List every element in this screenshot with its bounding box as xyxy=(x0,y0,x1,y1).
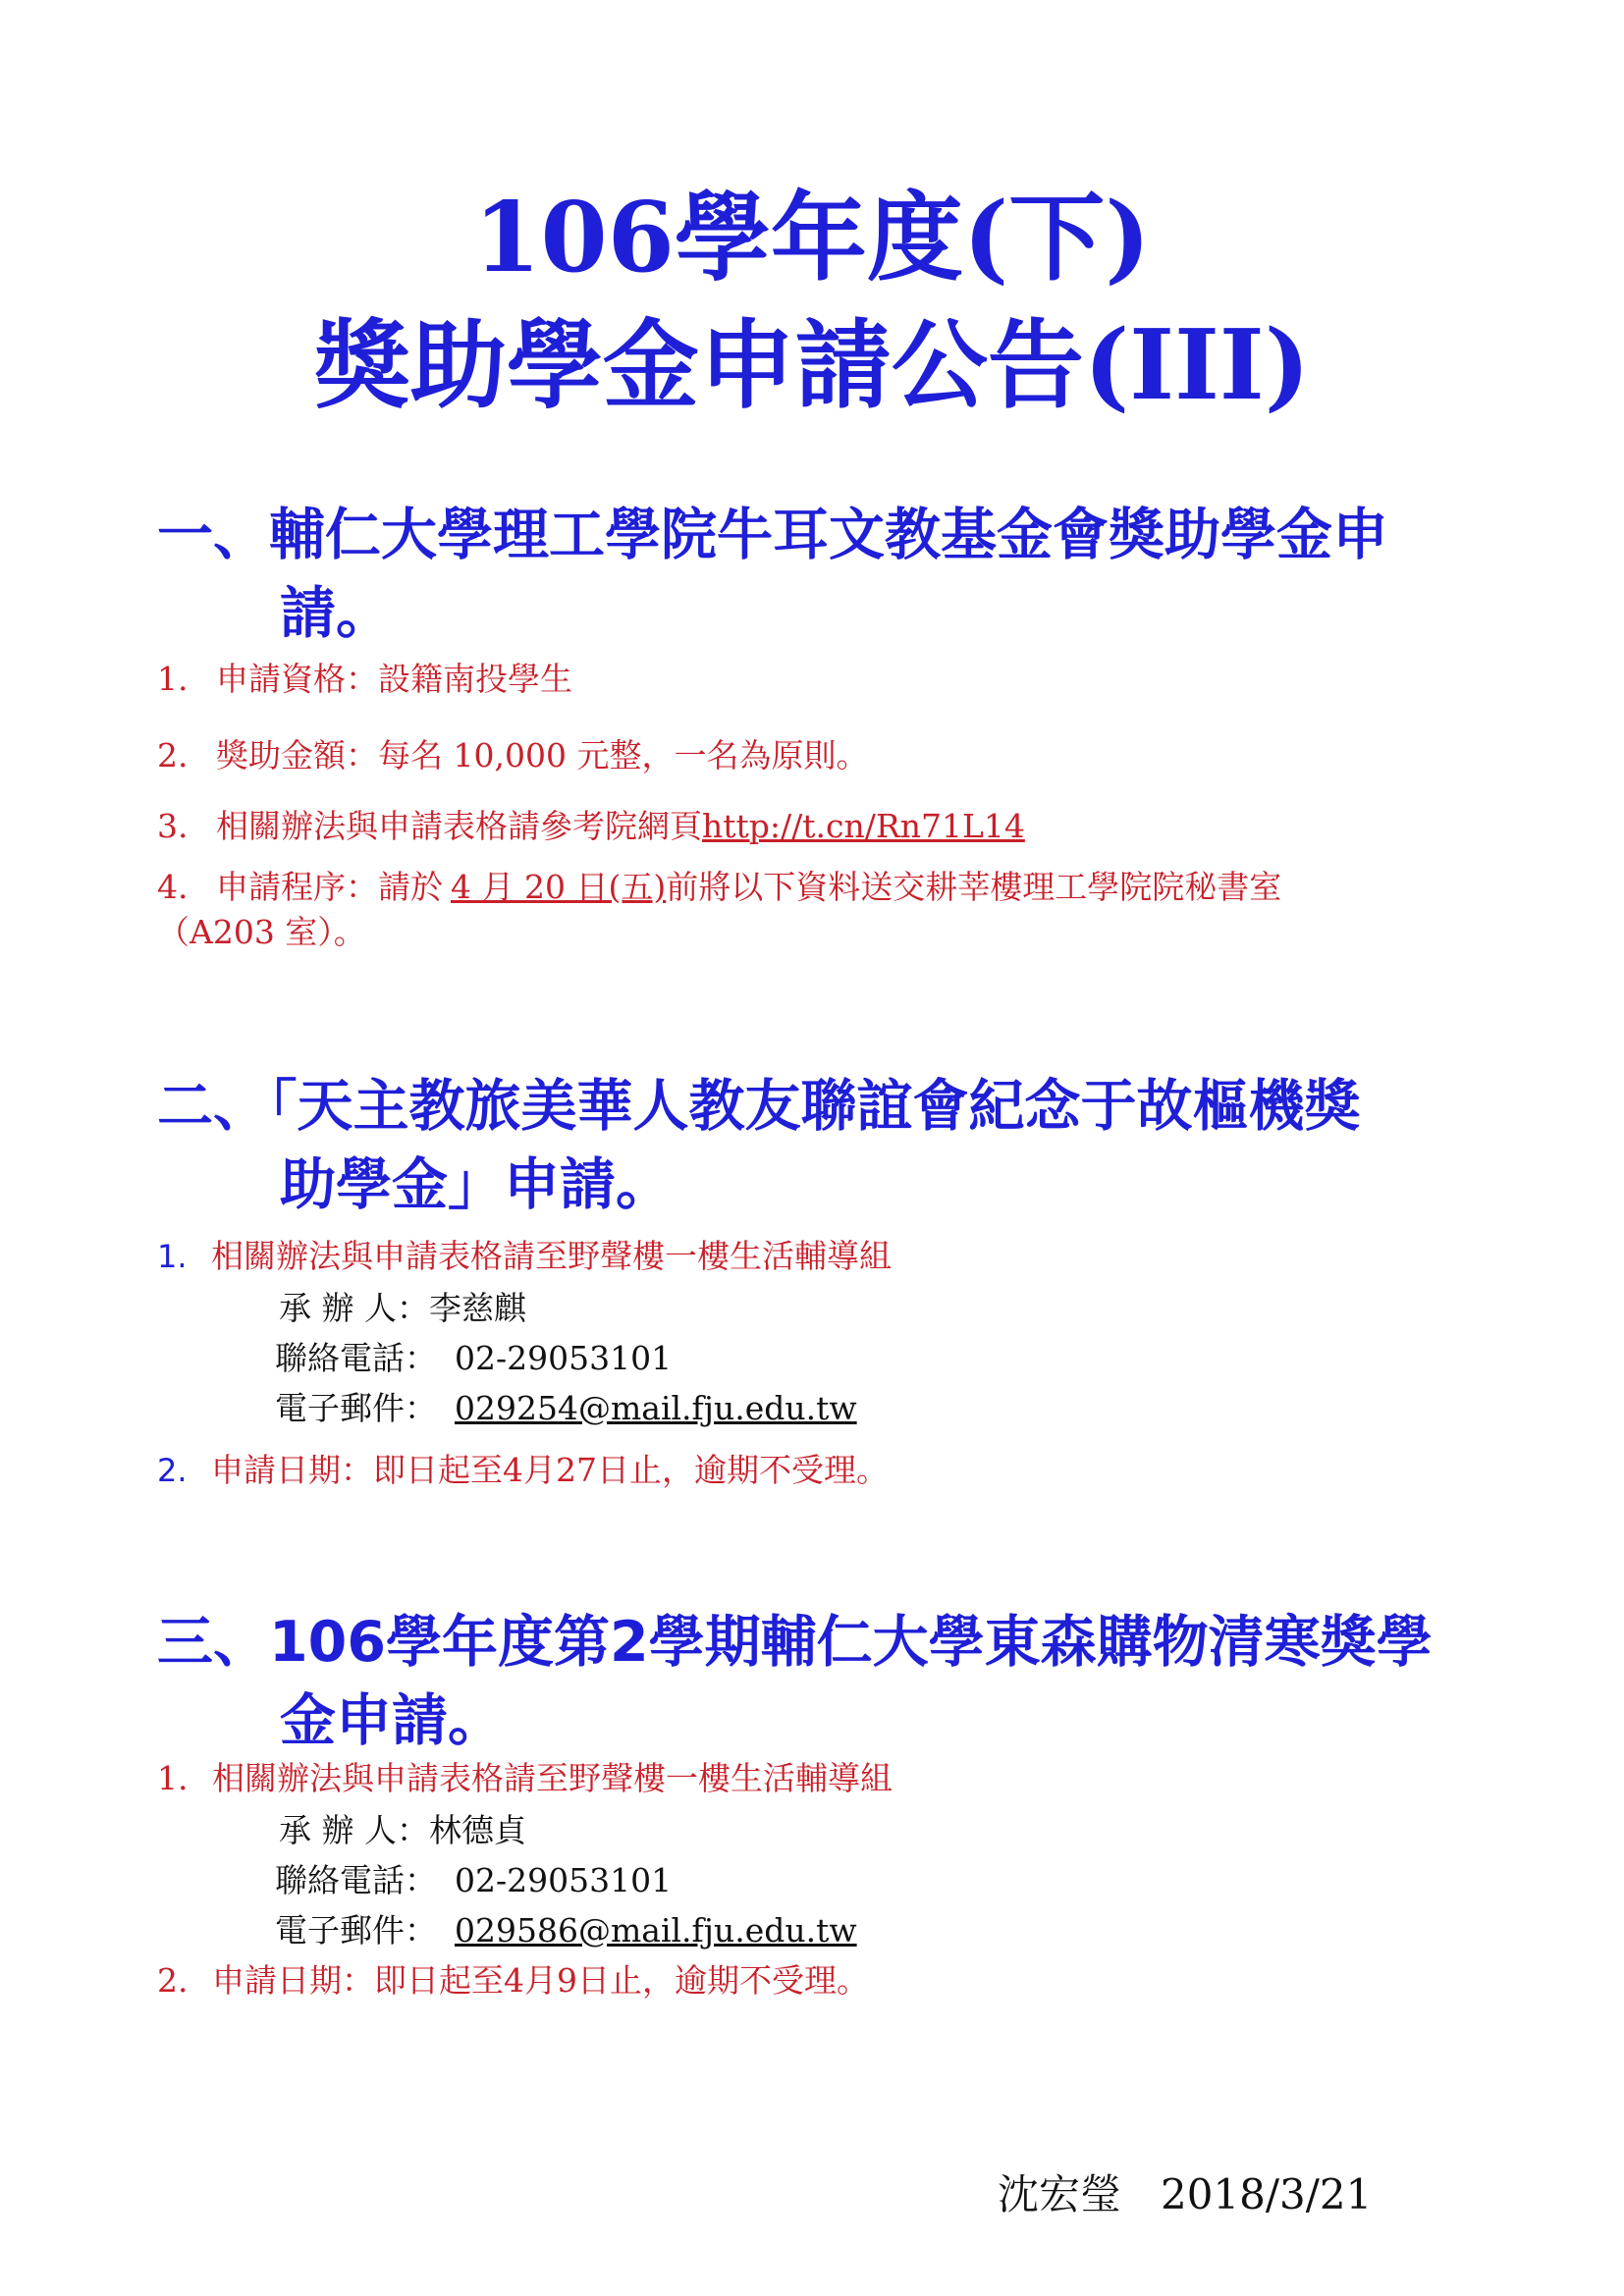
phone-number: 02-29053101 xyxy=(455,1339,673,1377)
section-3-email-row xyxy=(275,1909,857,1952)
phone-number: 02-29053101 xyxy=(455,1861,673,1899)
section-3-item-1 xyxy=(157,1757,1532,1800)
author-name: 沈宏瑩 xyxy=(998,2170,1122,2218)
item-text: 申請日期：即日起至4月9日止，逾期不受理。 xyxy=(212,1961,869,2000)
handler-name: 李慈麒 xyxy=(428,1289,526,1327)
footer-signature xyxy=(998,2167,1372,2222)
section-3-phone-row xyxy=(275,1859,672,1902)
item-number: 2. xyxy=(157,736,189,774)
section-1-item-4-line-2: （A203 室）。 xyxy=(157,913,366,951)
section-2-heading-line-1: 二、「天主教旅美華人教友聯誼會紀念于故樞機獎 xyxy=(157,1074,1361,1139)
section-1-heading-line-1: 一、輔仁大學理工學院牛耳文教基金會獎助學金申 xyxy=(157,503,1388,567)
section-2-item-1 xyxy=(157,1235,1532,1278)
publish-date: 2018/3/21 xyxy=(1161,2170,1373,2218)
section-2-heading-line-2: 助學金」申請。 xyxy=(280,1152,672,1217)
phone-label: 聯絡電話： xyxy=(275,1861,437,1899)
deadline-date: 4 月 20 日(五) xyxy=(451,868,667,906)
item-number: 1. xyxy=(157,1238,188,1275)
section-1-heading-line-2: 請。 xyxy=(280,581,392,646)
item-text: 相關辦法與申請表格請至野聲樓一樓生活輔導組 xyxy=(211,1237,893,1275)
section-2-item-2 xyxy=(157,1449,1532,1492)
item-number: 2. xyxy=(157,1961,189,2000)
title-line-1: 106學年度(下) xyxy=(473,182,1151,294)
section-1-item-3 xyxy=(157,805,1532,848)
email-link[interactable]: 029254@mail.fju.edu.tw xyxy=(455,1389,857,1427)
college-webpage-link[interactable]: http://t.cn/Rn71L14 xyxy=(702,807,1025,845)
section-2-heading xyxy=(157,1067,1492,1224)
section-3-heading-line-1: 三、106學年度第2學期輔仁大學東森購物清寒獎學 xyxy=(157,1610,1433,1675)
item-text: 相關辦法與申請表格請至野聲樓一樓生活輔導組 xyxy=(212,1759,893,1797)
email-label: 電子郵件： xyxy=(275,1389,437,1427)
title-line-2: 獎助學金申請公告(III) xyxy=(313,309,1311,422)
section-3-heading-line-2: 金申請。 xyxy=(280,1688,504,1753)
item-number: 2. xyxy=(157,1452,188,1489)
section-1-heading xyxy=(157,496,1492,653)
section-2-email-row xyxy=(275,1387,857,1430)
item-number: 1. xyxy=(157,660,189,698)
section-1-item-4 xyxy=(157,866,1532,909)
item-text-continued: 前將以下資料送交耕莘樓理工學院院秘書室 xyxy=(666,868,1282,906)
section-3-handler-row xyxy=(275,1809,526,1852)
section-1-item-1 xyxy=(157,658,1532,701)
handler-label: 承 辦 人： xyxy=(279,1811,429,1849)
handler-label: 承 辦 人： xyxy=(279,1289,429,1327)
item-text: 相關辦法與申請表格請參考院網頁 xyxy=(216,807,702,845)
item-number: 1. xyxy=(157,1759,189,1797)
item-text: 申請程序：請於 xyxy=(216,868,443,906)
phone-label: 聯絡電話： xyxy=(275,1339,437,1377)
item-text: 獎助金額：每名 10,000 元整，一名為原則。 xyxy=(216,736,869,774)
item-number: 4. xyxy=(157,868,189,906)
handler-name: 林德貞 xyxy=(428,1811,526,1849)
email-label: 電子郵件： xyxy=(275,1911,437,1949)
item-text: 申請日期：即日起至4月27日止，逾期不受理。 xyxy=(211,1451,890,1489)
section-3-item-2 xyxy=(157,1959,1532,2002)
item-text: 申請資格：設籍南投學生 xyxy=(216,660,572,698)
email-link[interactable]: 029586@mail.fju.edu.tw xyxy=(455,1911,857,1949)
section-1-item-2 xyxy=(157,734,1532,777)
section-2-handler-row xyxy=(275,1287,526,1330)
section-2-phone-row xyxy=(275,1337,672,1380)
section-3-heading xyxy=(157,1603,1492,1760)
item-number: 3. xyxy=(157,807,189,845)
